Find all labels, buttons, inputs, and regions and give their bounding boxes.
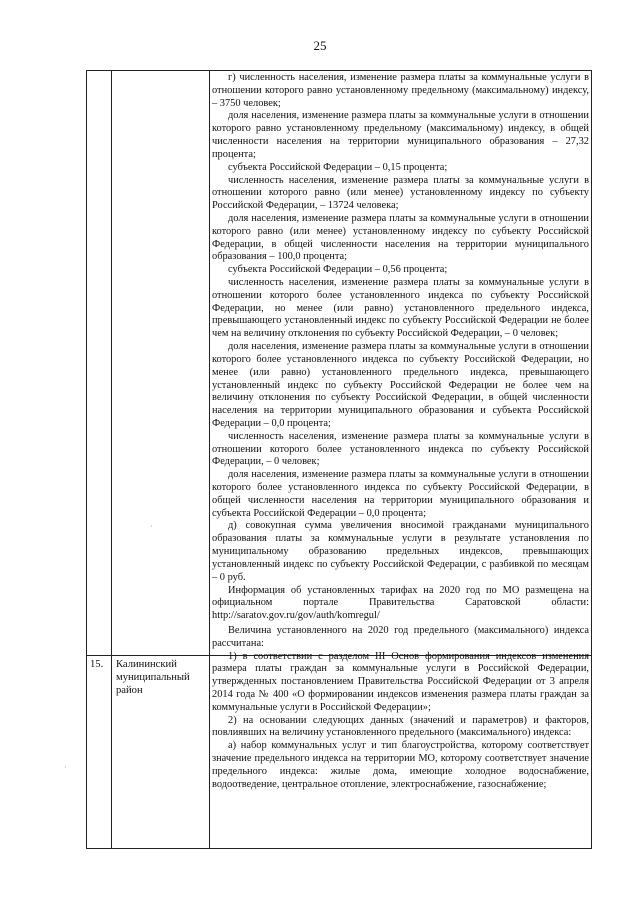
paragraph: численность населения, изменение размера платы за коммунальные услуги в отношении которого более установленного индекса по субъекту Российской Федерации, но менее (или равно) установленного предельного индекса, превышающего установленный индекс по субъекту Российской Федерации не более чем на величину отклонения по субъекту Российской Федерации, – 0 человек; bbox=[212, 277, 589, 340]
paragraph: доля населения, изменение размера платы за коммунальные услуги в отношении которого равно установленному предельному (максимальному) индексу, в общей численности населения на территории муниципального образования – 27,32 процента; bbox=[212, 110, 589, 160]
paragraph: 2) на основании следующих данных (значений и параметров) и факторов, повлиявших на величину установленного предельного (максимального) индекса: bbox=[212, 714, 589, 739]
paragraph: доля населения, изменение размера платы за коммунальные услуги в отношении которого равно (или менее) установленному индексу по субъекту Российской Федерации, в общей численности населения на территории муниципального образования – 100,0 процента; bbox=[212, 212, 589, 263]
paragraph: субъекта Российской Федерации – 0,15 процента; bbox=[228, 161, 448, 173]
paragraph: доля населения, изменение размера платы за коммунальные услуги в отношении которого более установленного индекса по субъекту Российской Федерации, но менее (или равно) установленного предельного индекса, превышающего установленный индекс по субъекту Российской Федерации не более чем на величину отклонения по субъекту Российской Федерации, в общей численности населения на территории муниципального образования и субъекта Российской Федерации – 0,0 процента; bbox=[212, 341, 589, 429]
municipality-name: Калининский муниципальный район bbox=[116, 659, 190, 696]
scan-speck: · bbox=[64, 763, 67, 772]
paragraph: 1) в соответствии с разделом III Основ формирования индексов изменения размера платы граждан за коммунальные услуги в Российской Федерации, утвержденных постановлением Правительства Российской Федерации от 3 апреля 2014 года № 400 «О формировании индексов изменения размера платы граждан за коммунальные услуги в Российской Федерации»; bbox=[212, 650, 589, 713]
column-divider-municipality bbox=[209, 71, 210, 848]
paragraph: Информация об установленных тарифах на 2020 год по МО размещена на официальном портале Правительства Саратовской области: http://saratov.gov.ru/gov/auth/komregul/ bbox=[212, 584, 589, 622]
paragraph: а) набор коммунальных услуг и тип благоустройства, которому соответствует значение предельного индекса на территории МО, которому соответствует значение предельного индекса: жилые дома, имеющие холодное водоснабжение, водоотведение, центральное отопление, электроснабжение, газоснабжение; bbox=[212, 740, 589, 790]
paragraph: доля населения, изменение размера платы за коммунальные услуги в отношении которого более установленного индекса по субъекту Российской Федерации, в общей численности населения на территории муниципального образования и субъекта Российской Федерации – 0,0 процента; bbox=[212, 469, 589, 519]
document-table bbox=[86, 70, 592, 849]
row-number: 15. bbox=[90, 659, 104, 670]
paragraph: численность населения, изменение размера платы за коммунальные услуги в отношении которого равно (или менее) установленному индексу по субъекту Российской Федерации, – 13724 человека; bbox=[212, 174, 589, 212]
paragraph: Величина установленного на 2020 год предельного (максимального) индекса рассчитана: bbox=[212, 624, 589, 649]
paragraph: субъекта Российской Федерации – 0,56 процента; bbox=[228, 264, 448, 276]
paragraph: численность населения, изменение размера платы за коммунальные услуги в отношении которого более установленного индекса по субъекту Российской Федерации, – 0 человек; bbox=[212, 430, 589, 468]
scan-speck: · bbox=[150, 522, 153, 531]
paragraph: г) численность населения, изменение размера платы за коммунальные услуги в отношении которого равно установленному предельному (максимальному) индексу, – 3750 человек; bbox=[212, 72, 589, 109]
page-number: 25 bbox=[313, 38, 327, 53]
column-divider-number bbox=[111, 71, 112, 848]
paragraph: д) совокупная сумма увеличения вносимой гражданами муниципального образования платы за коммунальные услуги в результате установления по муниципальному образованию предельных индексов, превышающих установленный индекс по субъекту Российской Федерации, с разбивкой по месяцам – 0 руб. bbox=[212, 520, 589, 583]
description-column bbox=[212, 72, 589, 792]
